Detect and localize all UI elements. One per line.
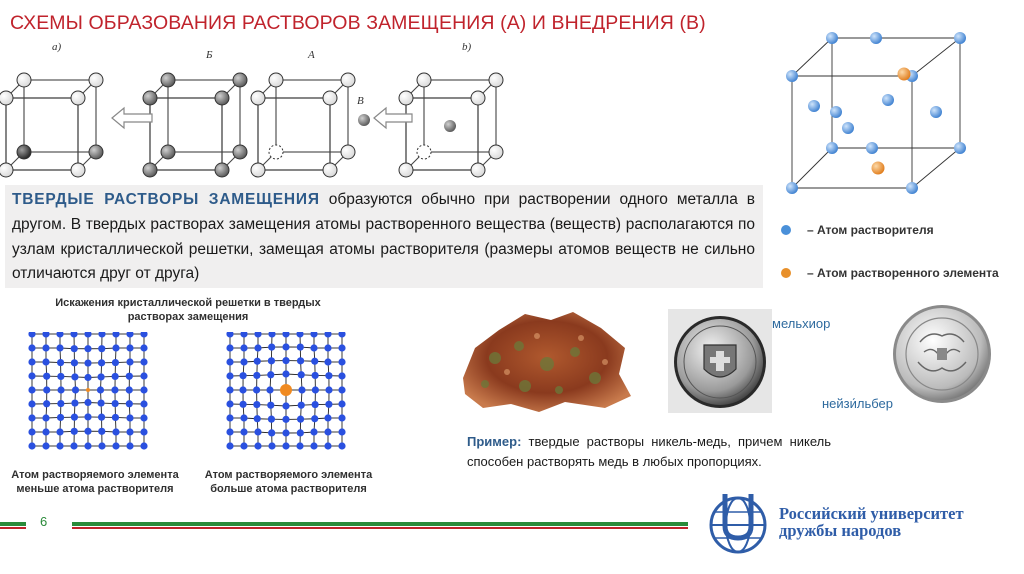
unit-cell-3 [251,73,355,177]
solute-dot-icon [781,268,791,278]
commemorative-coin-image [890,302,994,406]
footer-line-right-red [72,527,688,529]
cube-label-v-cyr: В [357,95,364,107]
copper-nickel-specimen-image [455,308,635,416]
description-body: образуются обычно при растворении одного металла в другом. В твердых растворах замещения атомы растворенного вещества (веществ) располагаются по узлам кристаллической решетки, замещая атомы растворителя (размеры атомов веществ не сильно отличаются друг от друга) [12,191,756,283]
arrow-left-icon [112,108,152,128]
distortion-grids [0,332,400,468]
slide-title: СХЕМЫ ОБРАЗОВАНИЯ РАСТВОРОВ ЗАМЕЩЕНИЯ (А) И ВНЕДРЕНИЯ (В) [10,12,706,34]
university-name [779,505,964,539]
solvent-dot-icon [781,225,791,235]
interstitial-atom-b [358,114,370,126]
distortion-caption-left: Атом растворяемого элемента меньше атома растворителя [11,469,179,495]
five-franc-coin-image [668,309,772,413]
cube-label-a: а) [52,41,62,53]
distortion-title: Искажения кристаллической решетки в твердых растворах замещения [55,297,321,323]
unit-cell-2 [143,73,247,177]
page-number: 6 [40,514,48,529]
footer-line-right-green [72,522,688,526]
footer-line-left-red [0,527,26,529]
cube-label-b: b) [462,41,472,53]
example-body: твердые растворы никель-медь, причем никель способен растворять медь в любых пропорциях. [467,434,831,469]
substitution-description [5,185,763,288]
nickel-silver-label: нейзи́льбер [822,396,894,411]
atom-legend [776,218,1024,286]
legend-solute [776,263,999,283]
footer-line-left-green [0,522,26,526]
unit-cell-4 [399,73,503,177]
university-logo-icon [707,492,769,554]
university-name-line2: дружбы народов [779,521,902,540]
example-lead: Пример: [467,434,522,449]
interstitial-lattice-3d [776,28,976,198]
legend-solvent-label: – Атом растворителя [807,223,934,237]
university-name-line1: Российский университет [779,504,964,523]
legend-solute-label: – Атом растворенного элемента [807,266,999,280]
lattice-distortion-figure [0,296,400,506]
cube-label-a-cyr: А [308,49,315,61]
cube-label-b-cyr: Б [206,49,213,61]
distortion-caption-right: Атом растворяемого элемента больше атома растворителя [204,469,373,495]
description-lead: ТВЕРДЫЕ РАСТВОРЫ ЗАМЕЩЕНИЯ [12,191,320,208]
legend-solvent [776,220,934,240]
example-text [467,432,831,471]
melchior-label: мельхиор [772,316,831,331]
substitution-interstitial-diagram [0,38,520,186]
unit-cell-1 [0,73,103,177]
